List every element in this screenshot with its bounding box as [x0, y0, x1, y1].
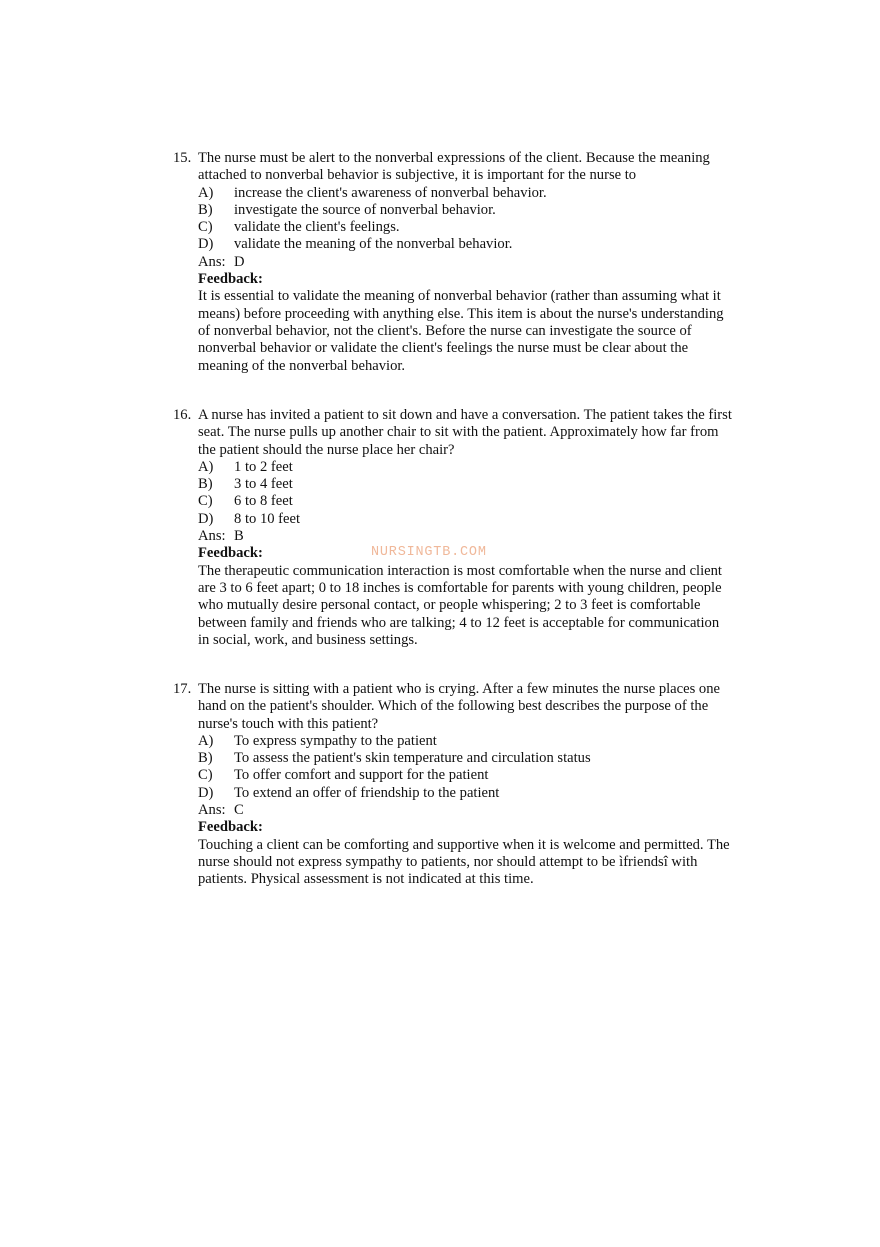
feedback-text: The therapeutic communication interaction is most comfortable when the nurse and client are 3 to 6 feet apart; 0 to 18 inches is comfortable for parents with young children, people who mutually desire personal contact, or people whispering; 2 to 3 feet is comfortable between family and friends who are talking; 4 to 12 feet is acceptable for communication in social, work, and business settings.: [198, 562, 722, 648]
option-letter: B): [198, 750, 213, 767]
answer-line: [173, 254, 733, 271]
option-d: [198, 236, 733, 253]
answer-line: [173, 528, 733, 545]
option-text: 1 to 2 feet: [234, 458, 293, 475]
question-text: The nurse is sitting with a patient who is crying. After a few minutes the nurse places one hand on the patient's shoulder. Which of the following best describes the purpose of the nurse's touch with this patient?: [198, 681, 721, 732]
option-b: [198, 750, 733, 767]
option-b: [198, 202, 733, 219]
question-15: [173, 150, 733, 375]
option-a: [198, 459, 733, 476]
option-a: [198, 733, 733, 750]
feedback-heading: Feedback:: [198, 819, 263, 836]
question-17: [173, 681, 733, 889]
option-c: [198, 493, 733, 510]
feedback-heading: Feedback:: [198, 271, 263, 288]
answer-value: D: [234, 253, 245, 270]
feedback-text: It is essential to validate the meaning of nonverbal behavior (rather than assuming what it means) before proceeding with anything else. This item is about the nurse's understanding of nonverbal behavior, not the client's. Before the nurse can investigate the source of nonverbal behavior or validate the client's feelings the nurse must be clear about the meaning of the nonverbal behavior.: [198, 288, 724, 374]
option-text: 8 to 10 feet: [234, 510, 301, 527]
option-letter: B): [198, 476, 213, 493]
answer-line: [173, 802, 733, 819]
option-letter: D): [198, 236, 214, 253]
option-letter: A): [198, 458, 214, 475]
option-text: 3 to 4 feet: [234, 476, 293, 493]
answer-options: [173, 459, 733, 528]
watermark-text: NURSINGTB.COM: [371, 545, 487, 560]
option-text: investigate the source of nonverbal behavior.: [234, 201, 496, 218]
option-text: To extend an offer of friendship to the patient: [234, 784, 500, 801]
answer-options: [173, 733, 733, 802]
option-letter: A): [198, 732, 214, 749]
option-letter: C): [198, 219, 213, 236]
question-number: 17.: [173, 681, 192, 697]
feedback-heading: Feedback:: [198, 545, 263, 562]
option-text: To assess the patient's skin temperature and circulation status: [234, 750, 591, 767]
option-letter: D): [198, 784, 214, 801]
option-d: [198, 511, 733, 528]
question-text: A nurse has invited a patient to sit down and have a conversation. The patient takes the first seat. The nurse pulls up another chair to sit with the patient. Approximately how far from the patient should the nurse place her chair?: [198, 407, 732, 458]
question-stem: [173, 150, 733, 185]
option-c: [198, 219, 733, 236]
answer-value: C: [234, 802, 244, 819]
option-c: [198, 767, 733, 784]
option-letter: D): [198, 510, 214, 527]
question-16: [173, 407, 733, 649]
option-b: [198, 476, 733, 493]
option-letter: C): [198, 767, 213, 784]
answer-label: Ans:: [198, 528, 226, 545]
answer-value: B: [234, 528, 244, 545]
answer-label: Ans:: [198, 253, 226, 270]
option-text: validate the client's feelings.: [234, 219, 400, 236]
option-a: [198, 185, 733, 202]
feedback-text: Touching a client can be comforting and supportive when it is welcome and permitted. The nurse should not express sympathy to patients, nor should attempt to be ìfriendsî with patients. Physical assessment is not indicated at this time.: [198, 836, 730, 888]
answer-options: [173, 185, 733, 254]
option-letter: C): [198, 493, 213, 510]
option-letter: A): [198, 184, 214, 201]
option-text: To offer comfort and support for the patient: [234, 767, 489, 784]
question-text: The nurse must be alert to the nonverbal expressions of the client. Because the meaning attached to nonverbal behavior is subjective, it is important for the nurse to: [198, 150, 710, 184]
option-d: [198, 785, 733, 802]
question-stem: [173, 681, 733, 733]
option-text: increase the client's awareness of nonverbal behavior.: [234, 184, 547, 201]
question-number: 16.: [173, 407, 192, 423]
answer-label: Ans:: [198, 802, 226, 819]
question-number: 15.: [173, 150, 192, 166]
option-text: 6 to 8 feet: [234, 493, 293, 510]
option-text: validate the meaning of the nonverbal behavior.: [234, 236, 513, 253]
option-letter: B): [198, 201, 213, 218]
question-stem: [173, 407, 733, 459]
option-text: To express sympathy to the patient: [234, 732, 437, 749]
